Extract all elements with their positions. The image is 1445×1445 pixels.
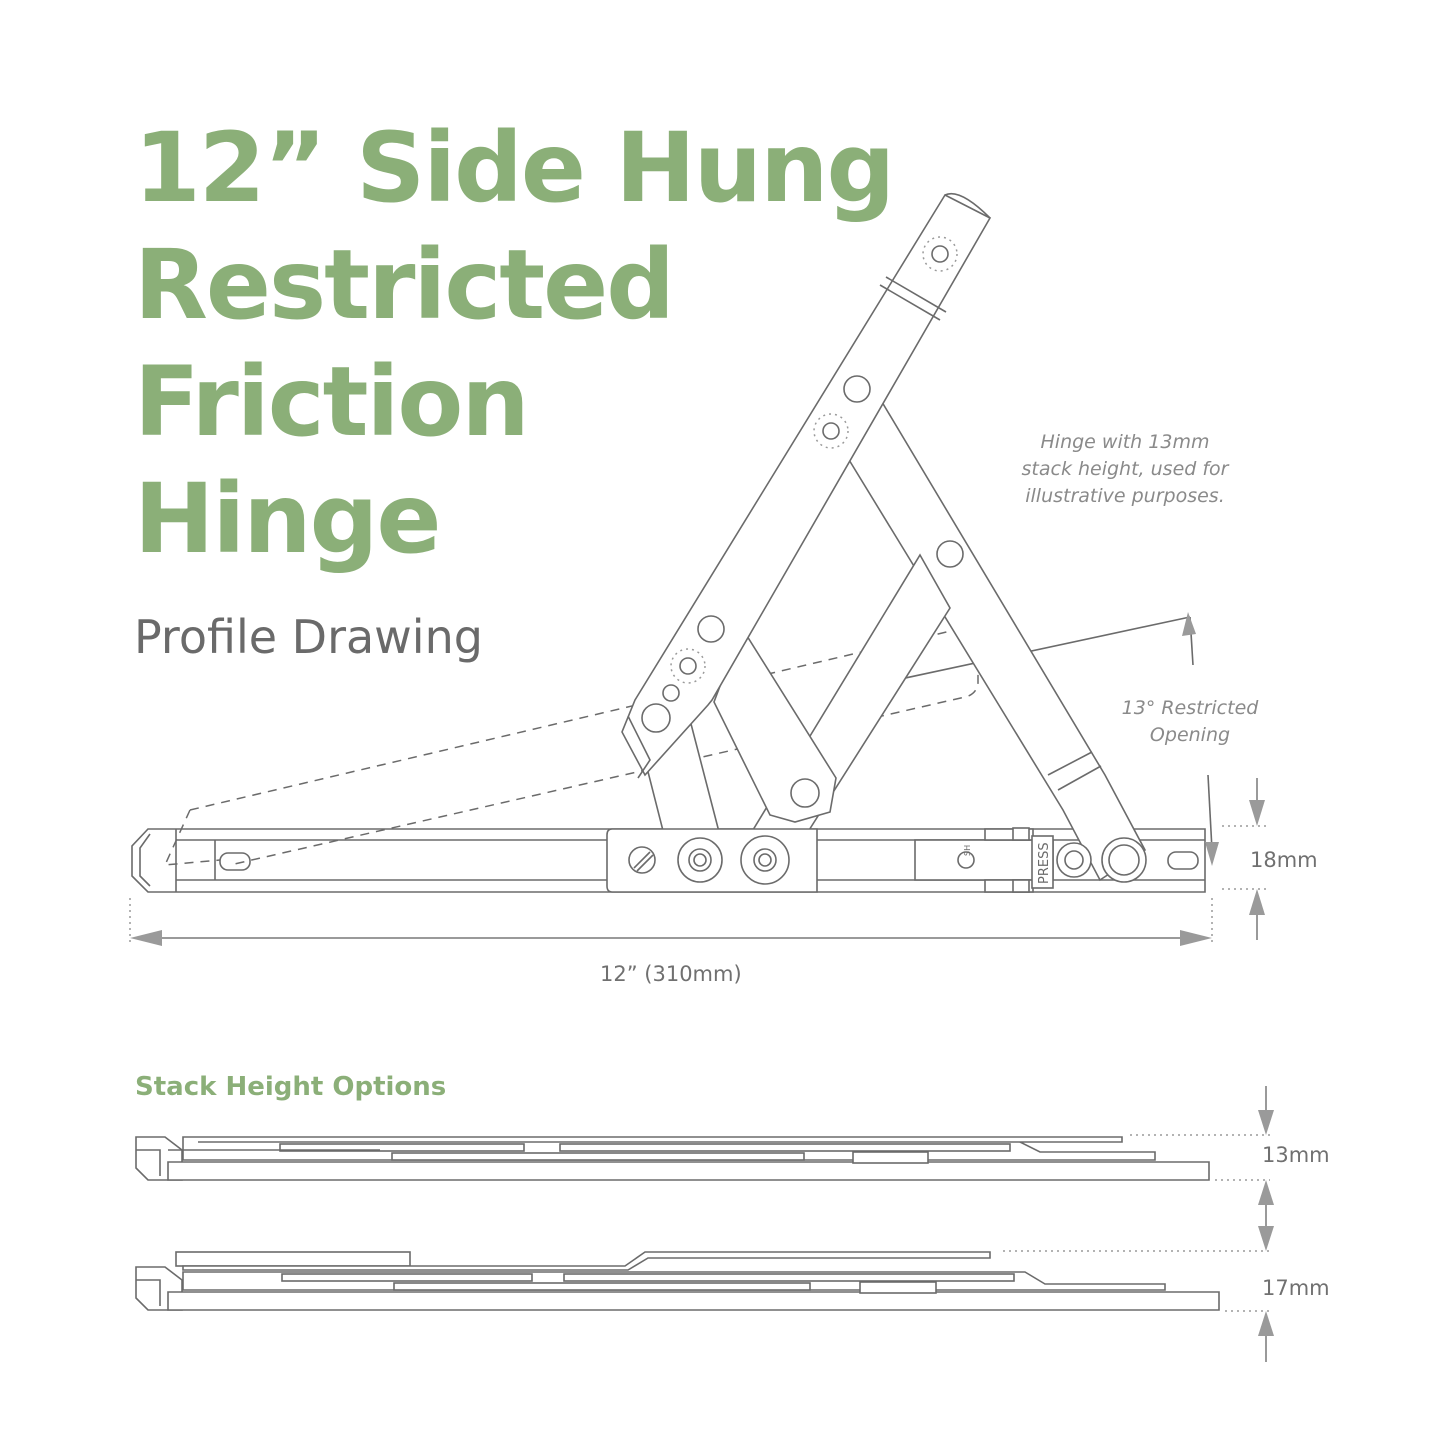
restricted-line-1: 13° Restricted [1121, 697, 1259, 719]
stack-13-label: 13mm [1262, 1143, 1330, 1167]
press-text: PRESS [1037, 842, 1052, 884]
stack-17-label: 17mm [1262, 1276, 1330, 1300]
sh-mark: SH [963, 844, 972, 856]
title-line-2: Restricted [134, 229, 673, 341]
subtitle: Profile Drawing [134, 610, 483, 664]
length-dimension [130, 898, 1212, 946]
track-slot-left [220, 853, 250, 870]
arrow-down-icon [1258, 1226, 1274, 1251]
height-dimension-label: 18mm [1250, 848, 1318, 872]
stack-profile-13mm [136, 1086, 1274, 1205]
arrow-up-icon [1182, 612, 1196, 636]
sash-arm [622, 194, 990, 778]
height-dimension [1222, 778, 1268, 940]
length-dimension-label: 12” (310mm) [600, 962, 742, 986]
title-line-3: Friction [134, 346, 528, 458]
arrow-right-icon [1180, 930, 1212, 946]
note-line-3: illustrative purposes. [1025, 485, 1225, 507]
title-line-1: 12” Side Hung [134, 112, 894, 224]
arrow-down-icon [1249, 800, 1265, 826]
pivot-plate [607, 829, 817, 892]
arrow-up-icon [1249, 889, 1265, 915]
track-slot-right [1168, 852, 1198, 869]
arrow-down-icon [1205, 842, 1219, 866]
restricted-line-2: Opening [1149, 724, 1231, 746]
note-line-2: stack height, used for [1021, 458, 1229, 480]
stack-profile-17mm [136, 1205, 1274, 1362]
arrow-left-icon [130, 930, 162, 946]
title-line-4: Hinge [134, 463, 440, 575]
opening-angle-dimension [1182, 612, 1219, 866]
stack-height-heading: Stack Height Options [135, 1072, 447, 1102]
arrow-up-icon [1258, 1311, 1274, 1336]
arrow-down-icon [1258, 1110, 1274, 1135]
note-line-1: Hinge with 13mm [1040, 431, 1210, 453]
arrow-up-icon [1258, 1180, 1274, 1205]
